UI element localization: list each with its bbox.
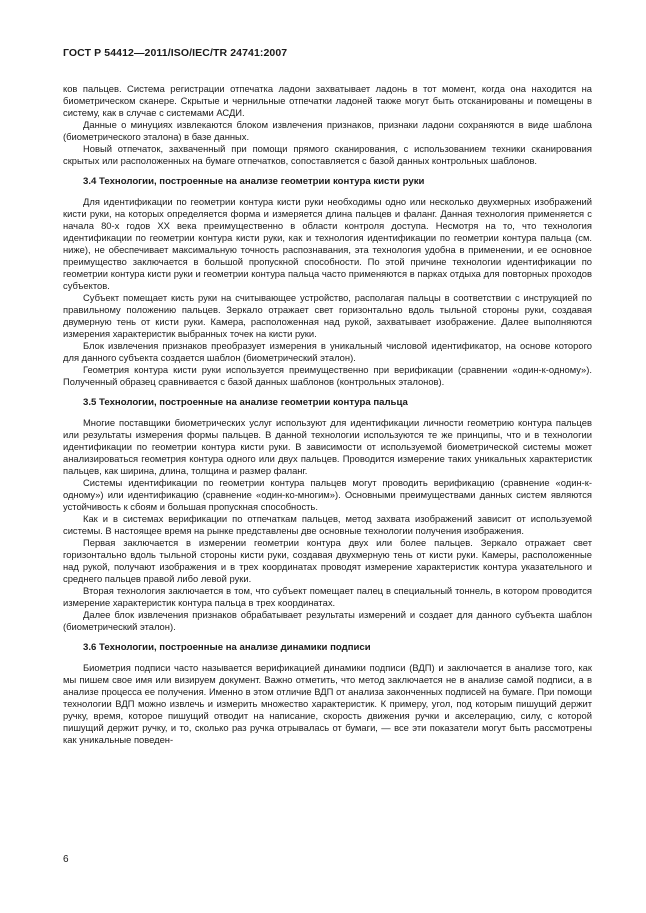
paragraph: Многие поставщики биометрических услуг используют для идентификации личности геометрию контура пальцев или результаты измерения формы пальцев. В данной технологии используются те же принципы, что и в технологии идентификации по геометрии контура кисти руки. В зависимости от используемой биометрической системы может анализироваться геометрия контура одного или двух пальцев. Проводится измерение таких уникальных характеристик пальцев, как ширина, длина, толщина и размер фаланг. [63, 417, 592, 476]
section-heading-3-6: 3.6 Технологии, построенные на анализе динамики подписи [83, 642, 371, 653]
document-header: ГОСТ Р 54412—2011/ISO/IEC/TR 24741:2007 [63, 47, 288, 59]
paragraph: Системы идентификации по геометрии контура пальцев могут проводить верификацию (сравнение «один-к-одному») или идентификацию (сравнение «один-ко-многим»). Основными преимуществами данных систем являются устойчивость к сбоям и большая пропускная способность. [63, 477, 592, 512]
page-number: 6 [63, 854, 69, 865]
paragraph: Для идентификации по геометрии контура кисти руки необходимы одно или несколько двухмерных изображений кисти руки, на которых определяется форма и измеряется длина пальцев и фаланг. Данная технология применяется с начала 80-х годов XX века преимущественно в области контроля доступа. Несмотря на то, что технология идентификации по геометрии контура кисти руки, как и технология идентификации по геометрии контура пальца (см. ниже), не обеспечивает максимальную точность распознавания, эта технология удобна в применении, и ее основное преимущество заключается в большой пропускной способности. По этой причине технологии идентификации по геометрии контура кисти руки и геометрии контура пальца часто применяются в парках отдыха для повторных проходов субъектов. [63, 196, 592, 291]
paragraph: ков пальцев. Система регистрации отпечатка ладони захватывает ладонь в тот момент, когда она находится на биометрическом сканере. Скрытые и чернильные отпечатки ладоней также могут быть отсканированы и помещены в систему, как в случае с системами АСДИ. [63, 83, 592, 118]
paragraph: Блок извлечения признаков преобразует измерения в уникальный числовой идентификатор, на основе которого для данного субъекта создается шаблон (биометрический эталон). [63, 340, 592, 363]
paragraph: Первая заключается в измерении геометрии контура двух или более пальцев. Зеркало отражает свет горизонтально вдоль тыльной стороны кисти руки, создавая двухмерную тень от кисти руки. Камеры, расположенные над рукой, получают изображения и в трех координатах проводят измерение характеристик контура указательного и среднего пальцев правой либо левой руки. [63, 537, 592, 584]
paragraph: Вторая технология заключается в том, что субъект помещает палец в специальный тоннель, в котором проводится измерение характеристик контура пальца в трех координатах. [63, 585, 592, 608]
paragraph: Геометрия контура кисти руки используется преимущественно при верификации (сравнении «один-к-одному»). Полученный образец сравнивается с базой данных шаблонов (контрольных эталонов). [63, 364, 592, 387]
section-heading-3-4: 3.4 Технологии, построенные на анализе геометрии контура кисти руки [83, 176, 425, 187]
paragraph: Далее блок извлечения признаков обрабатывает результаты измерений и создает для данного субъекта шаблон (биометрический эталон). [63, 609, 592, 632]
paragraph: Субъект помещает кисть руки на считывающее устройство, располагая пальцы в соответствии с инструкцией по правильному положению пальцев. Зеркало отражает свет горизонтально вдоль тыльной стороны руки, создавая двумерную тень от кисти руки. Камера, расположенная над рукой, захватывает изображение. Далее выполняются измерения характеристик выбранных точек на кисти руки. [63, 292, 592, 339]
page-body [63, 83, 592, 746]
paragraph: Данные о минуциях извлекаются блоком извлечения признаков, признаки ладони сохраняются в виде шаблона (биометрического эталона) в базе данных. [63, 119, 592, 142]
paragraph: Биометрия подписи часто называется верификацией динамики подписи (ВДП) и заключается в анализе того, как мы пишем свое имя или визируем документ. Важно отметить, что метод заключается не в анализе самой подписи, а в анализе процесса ее получения. Именно в этом отличие ВДП от анализа законченных подписей на бумаге. При помощи технологии ВДП можно извлечь и измерить множество характеристик. К примеру, угол, под которым пишущий держит ручку, время, которое пишущий отводит на написание, скорость движения ручки и акселерацию, силу, с которой пишущий держит ручку, и то, сколько раз ручка отрывалась от бумаги, — все эти показатели могут быть рассмотрены как уникальные поведен- [63, 662, 592, 745]
section-heading-3-5: 3.5 Технологии, построенные на анализе геометрии контура пальца [83, 397, 408, 408]
paragraph: Новый отпечаток, захваченный при помощи прямого сканирования, с использованием техники сканирования скрытых или расположенных на бумаге отпечатков, сопоставляется с базой данных контрольных шаблонов. [63, 143, 592, 166]
paragraph: Как и в системах верификации по отпечаткам пальцев, метод захвата изображений зависит от используемой системы. В настоящее время на рынке представлены две основные технологии получения изображения. [63, 513, 592, 536]
